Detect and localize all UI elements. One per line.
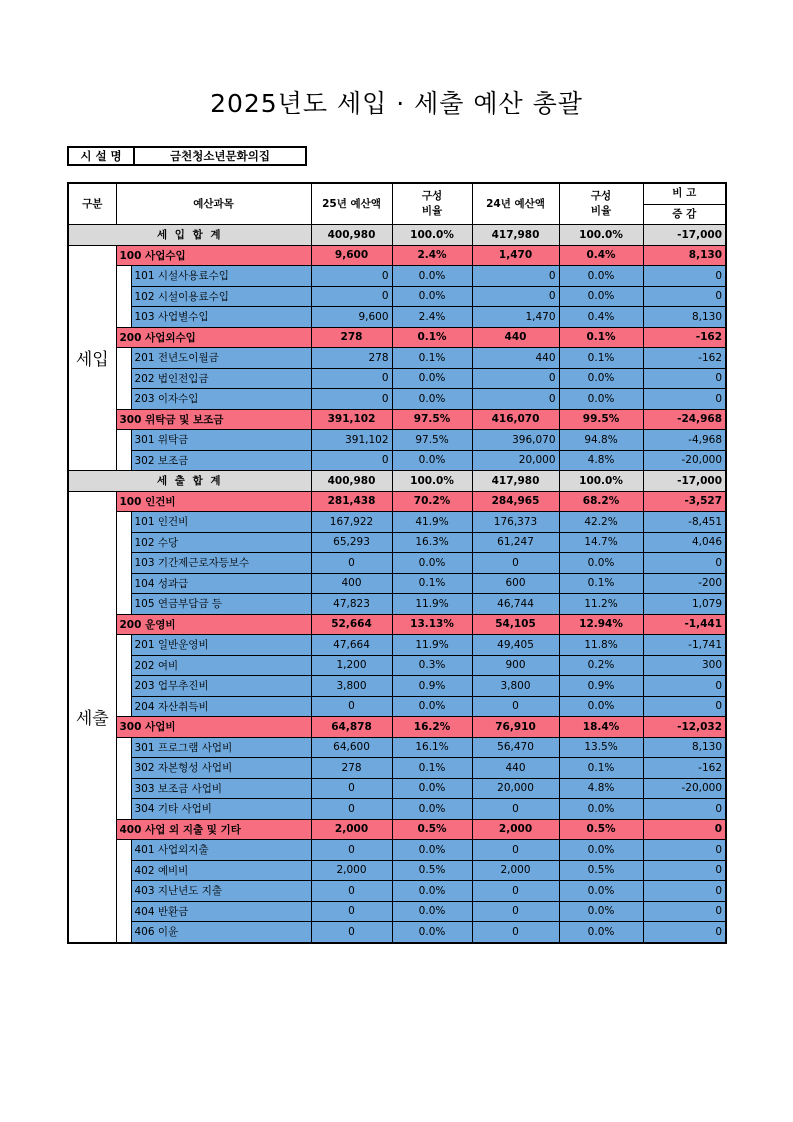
indent-spacer [116,512,131,615]
budget-24: 176,373 [472,512,559,533]
facility-info [67,146,307,166]
line-item-row [68,307,726,328]
item-label: 203 업무추진비 [131,676,311,697]
line-item-row [68,368,726,389]
ratio-25: 0.0% [392,799,472,820]
budget-24: 440 [472,348,559,369]
ratio-25: 16.1% [392,737,472,758]
line-item-row [68,430,726,451]
ratio-25: 0.5% [392,860,472,881]
budget-25: 0 [311,389,392,410]
budget-25: 9,600 [311,245,392,266]
ratio-25: 16.3% [392,532,472,553]
line-item-row [68,512,726,533]
total-change: -17,000 [643,471,726,492]
total-ratio-24: 100.0% [559,471,643,492]
budget-25: 281,438 [311,491,392,512]
budget-25: 0 [311,799,392,820]
ratio-24: 0.2% [559,655,643,676]
budget-25: 64,600 [311,737,392,758]
item-label: 101 인건비 [131,512,311,533]
ratio-25: 0.0% [392,881,472,902]
budget-25: 278 [311,327,392,348]
header-budget-25: 25년 예산액 [311,183,392,225]
budget-24: 600 [472,573,559,594]
budget-25: 2,000 [311,860,392,881]
indent-spacer [116,348,131,410]
header-ratio-24-line1: 구성 [590,190,612,202]
budget-24: 1,470 [472,307,559,328]
budget-25: 1,200 [311,655,392,676]
expense-total-row [68,471,726,492]
ratio-25: 0.0% [392,266,472,287]
line-item-row [68,389,726,410]
ratio-24: 0.1% [559,573,643,594]
budget-25: 278 [311,348,392,369]
line-item-row [68,532,726,553]
item-label: 203 이자수입 [131,389,311,410]
change: -20,000 [643,778,726,799]
change: 1,079 [643,594,726,615]
item-label: 302 보조금 [131,450,311,471]
ratio-24: 0.0% [559,389,643,410]
ratio-25: 0.5% [392,819,472,840]
budget-24: 20,000 [472,778,559,799]
category-row [68,819,726,840]
ratio-24: 0.1% [559,758,643,779]
total-change: -17,000 [643,225,726,246]
total-ratio-24: 100.0% [559,225,643,246]
budget-24: 0 [472,266,559,287]
change: -12,032 [643,717,726,738]
line-item-row [68,635,726,656]
budget-25: 391,102 [311,430,392,451]
ratio-24: 0.0% [559,799,643,820]
line-item-row [68,553,726,574]
facility-label: 시 설 명 [68,147,134,165]
ratio-24: 4.8% [559,778,643,799]
item-label: 102 시설이용료수입 [131,286,311,307]
budget-24: 20,000 [472,450,559,471]
ratio-25: 16.2% [392,717,472,738]
ratio-25: 0.0% [392,778,472,799]
budget-25: 9,600 [311,307,392,328]
ratio-24: 0.0% [559,266,643,287]
ratio-24: 99.5% [559,409,643,430]
change: 300 [643,655,726,676]
budget-24: 0 [472,553,559,574]
budget-24: 0 [472,286,559,307]
line-item-row [68,881,726,902]
item-label: 103 사업별수입 [131,307,311,328]
category-row [68,491,726,512]
item-label: 104 성과급 [131,573,311,594]
change: -4,968 [643,430,726,451]
ratio-25: 70.2% [392,491,472,512]
change: 8,130 [643,307,726,328]
item-label: 101 시설사용료수입 [131,266,311,287]
category-label: 100 인건비 [116,491,311,512]
item-label: 103 기간제근로자등보수 [131,553,311,574]
line-item-row [68,676,726,697]
line-item-row [68,799,726,820]
budget-24: 0 [472,799,559,820]
revenue-total-label: 세 입 합 계 [68,225,311,246]
ratio-25: 0.0% [392,368,472,389]
change: -1,741 [643,635,726,656]
category-label: 400 사업 외 지출 및 기타 [116,819,311,840]
budget-25: 0 [311,922,392,943]
ratio-24: 0.0% [559,881,643,902]
change: -8,451 [643,512,726,533]
expense-section-label: 세출 [68,491,116,943]
budget-25: 0 [311,901,392,922]
budget-25: 64,878 [311,717,392,738]
ratio-24: 0.1% [559,327,643,348]
change: 0 [643,368,726,389]
line-item-row [68,655,726,676]
ratio-25: 97.5% [392,409,472,430]
ratio-25: 0.0% [392,450,472,471]
ratio-25: 41.9% [392,512,472,533]
item-label: 201 일반운영비 [131,635,311,656]
budget-25: 391,102 [311,409,392,430]
change: 0 [643,286,726,307]
change: -1,441 [643,614,726,635]
budget-24: 1,470 [472,245,559,266]
line-item-row [68,860,726,881]
line-item-row [68,266,726,287]
budget-24: 440 [472,758,559,779]
line-item-row [68,286,726,307]
item-label: 302 자본형성 사업비 [131,758,311,779]
line-item-row [68,737,726,758]
budget-25: 47,664 [311,635,392,656]
line-item-row [68,696,726,717]
ratio-25: 0.0% [392,901,472,922]
indent-spacer [116,840,131,943]
ratio-25: 0.0% [392,922,472,943]
ratio-25: 0.1% [392,327,472,348]
budget-24: 54,105 [472,614,559,635]
ratio-24: 0.4% [559,307,643,328]
change: -162 [643,348,726,369]
budget-25: 47,823 [311,594,392,615]
item-label: 402 예비비 [131,860,311,881]
budget-24: 2,000 [472,819,559,840]
category-row [68,409,726,430]
ratio-24: 4.8% [559,450,643,471]
ratio-24: 11.2% [559,594,643,615]
budget-25: 278 [311,758,392,779]
ratio-24: 0.0% [559,368,643,389]
change: 0 [643,696,726,717]
indent-spacer [116,430,131,471]
ratio-24: 0.0% [559,696,643,717]
budget-24: 2,000 [472,860,559,881]
total-budget-25: 400,980 [311,225,392,246]
ratio-24: 0.0% [559,286,643,307]
ratio-25: 0.0% [392,840,472,861]
change: 0 [643,676,726,697]
change: 0 [643,389,726,410]
change: -20,000 [643,450,726,471]
budget-24: 46,744 [472,594,559,615]
ratio-24: 13.5% [559,737,643,758]
change: -3,527 [643,491,726,512]
ratio-24: 18.4% [559,717,643,738]
category-label: 300 사업비 [116,717,311,738]
header-gubun: 구분 [68,183,116,225]
budget-table-body [68,225,726,943]
line-item-row [68,901,726,922]
ratio-24: 0.5% [559,819,643,840]
budget-24: 396,070 [472,430,559,451]
budget-24: 0 [472,922,559,943]
ratio-24: 0.4% [559,245,643,266]
category-label: 200 사업외수입 [116,327,311,348]
budget-24: 61,247 [472,532,559,553]
total-budget-24: 417,980 [472,225,559,246]
ratio-25: 0.0% [392,389,472,410]
ratio-25: 0.9% [392,676,472,697]
change: 0 [643,840,726,861]
revenue-section-label: 세입 [68,245,116,471]
ratio-24: 94.8% [559,430,643,451]
item-label: 301 프로그램 사업비 [131,737,311,758]
change: -24,968 [643,409,726,430]
change: 4,046 [643,532,726,553]
category-row [68,717,726,738]
header-ratio-25 [392,183,472,225]
line-item-row [68,450,726,471]
ratio-24: 42.2% [559,512,643,533]
header-change: 증 감 [643,204,726,225]
ratio-25: 0.1% [392,348,472,369]
change: 0 [643,799,726,820]
ratio-25: 0.0% [392,286,472,307]
ratio-25: 13.13% [392,614,472,635]
header-ratio-24-line2: 비율 [590,205,612,217]
change: 8,130 [643,737,726,758]
budget-24: 0 [472,840,559,861]
category-row [68,245,726,266]
ratio-25: 0.3% [392,655,472,676]
budget-24: 900 [472,655,559,676]
ratio-25: 97.5% [392,430,472,451]
indent-spacer [116,266,131,328]
budget-25: 2,000 [311,819,392,840]
total-budget-24: 417,980 [472,471,559,492]
ratio-25: 0.1% [392,758,472,779]
item-label: 303 보조금 사업비 [131,778,311,799]
ratio-25: 11.9% [392,635,472,656]
header-item: 예산과목 [116,183,311,225]
item-label: 202 여비 [131,655,311,676]
budget-25: 0 [311,696,392,717]
budget-24: 0 [472,881,559,902]
budget-25: 0 [311,450,392,471]
item-label: 406 이윤 [131,922,311,943]
item-label: 403 지난년도 지출 [131,881,311,902]
change: 0 [643,266,726,287]
total-ratio-25: 100.0% [392,225,472,246]
ratio-25: 2.4% [392,307,472,328]
budget-25: 0 [311,266,392,287]
budget-25: 65,293 [311,532,392,553]
category-row [68,614,726,635]
budget-24: 0 [472,696,559,717]
budget-24: 76,910 [472,717,559,738]
ratio-24: 14.7% [559,532,643,553]
line-item-row [68,840,726,861]
ratio-24: 0.0% [559,901,643,922]
category-row [68,327,726,348]
change: 0 [643,860,726,881]
ratio-25: 0.0% [392,553,472,574]
budget-24: 3,800 [472,676,559,697]
change: 8,130 [643,245,726,266]
header-ratio-25-line2: 비율 [421,205,443,217]
item-label: 102 수당 [131,532,311,553]
budget-24: 416,070 [472,409,559,430]
ratio-25: 11.9% [392,594,472,615]
header-ratio-25-line1: 구성 [421,190,443,202]
budget-25: 167,922 [311,512,392,533]
item-label: 404 반환금 [131,901,311,922]
change: -162 [643,758,726,779]
ratio-24: 0.0% [559,922,643,943]
budget-25: 0 [311,286,392,307]
category-label: 200 운영비 [116,614,311,635]
ratio-24: 0.5% [559,860,643,881]
ratio-24: 0.9% [559,676,643,697]
ratio-25: 2.4% [392,245,472,266]
budget-24: 0 [472,368,559,389]
change: -200 [643,573,726,594]
budget-25: 0 [311,778,392,799]
change: 0 [643,901,726,922]
item-label: 301 위탁금 [131,430,311,451]
change: 0 [643,881,726,902]
ratio-24: 11.8% [559,635,643,656]
budget-24: 284,965 [472,491,559,512]
header-note: 비 고 [643,183,726,204]
budget-24: 49,405 [472,635,559,656]
ratio-24: 0.1% [559,348,643,369]
budget-24: 0 [472,389,559,410]
line-item-row [68,778,726,799]
line-item-row [68,758,726,779]
budget-25: 400 [311,573,392,594]
budget-25: 3,800 [311,676,392,697]
line-item-row [68,594,726,615]
category-label: 300 위탁금 및 보조금 [116,409,311,430]
revenue-total-row [68,225,726,246]
budget-summary-table [67,182,727,944]
item-label: 204 자산취득비 [131,696,311,717]
ratio-24: 0.0% [559,553,643,574]
facility-name: 금천청소년문화의집 [134,147,306,165]
budget-24: 56,470 [472,737,559,758]
total-budget-25: 400,980 [311,471,392,492]
indent-spacer [116,737,131,819]
budget-25: 0 [311,553,392,574]
change: 0 [643,922,726,943]
budget-25: 52,664 [311,614,392,635]
item-label: 401 사업외지출 [131,840,311,861]
ratio-25: 0.0% [392,696,472,717]
budget-25: 0 [311,840,392,861]
header-budget-24: 24년 예산액 [472,183,559,225]
budget-24: 0 [472,901,559,922]
ratio-24: 12.94% [559,614,643,635]
change: 0 [643,819,726,840]
budget-25: 0 [311,368,392,389]
line-item-row [68,348,726,369]
line-item-row [68,573,726,594]
page-title: 2025년도 세입 · 세출 예산 총괄 [210,89,583,118]
ratio-24: 68.2% [559,491,643,512]
item-label: 202 법인전입금 [131,368,311,389]
item-label: 201 전년도이월금 [131,348,311,369]
header-ratio-24 [559,183,643,225]
line-item-row [68,922,726,943]
item-label: 304 기타 사업비 [131,799,311,820]
item-label: 105 연금부담금 등 [131,594,311,615]
budget-25: 0 [311,881,392,902]
indent-spacer [116,635,131,717]
budget-24: 440 [472,327,559,348]
change: -162 [643,327,726,348]
ratio-25: 0.1% [392,573,472,594]
ratio-24: 0.0% [559,840,643,861]
expense-total-label: 세 출 합 계 [68,471,311,492]
category-label: 100 사업수입 [116,245,311,266]
total-ratio-25: 100.0% [392,471,472,492]
change: 0 [643,553,726,574]
